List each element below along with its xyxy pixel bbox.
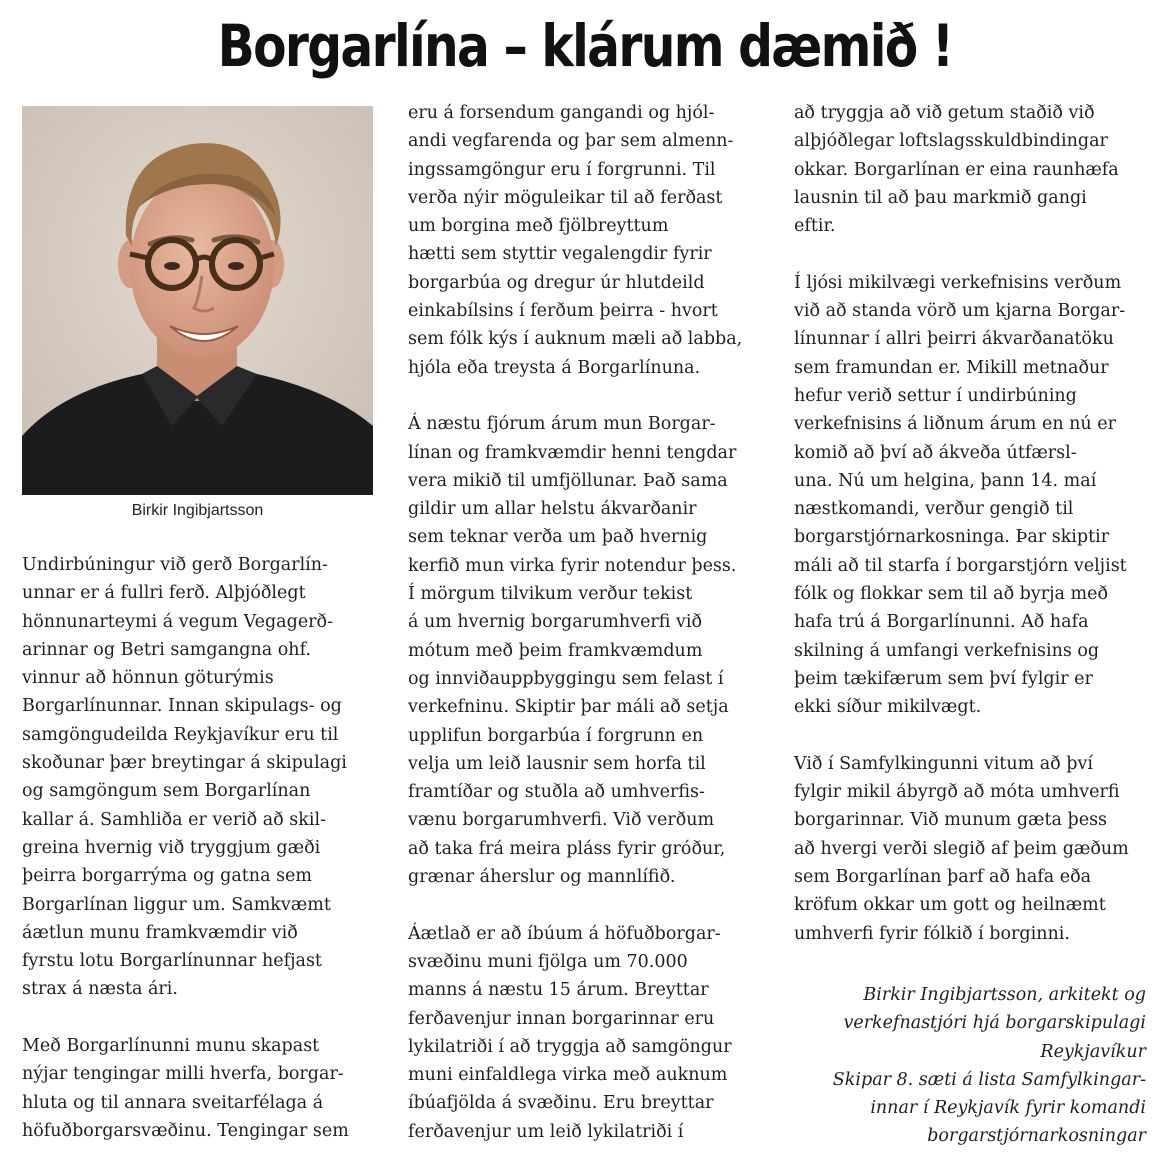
text-line: skilning á umfangi verkefnisins og [794, 640, 1100, 661]
text-line: hætti sem styttir vegalengdir fyrir [408, 244, 712, 265]
text-line: þeirra borgarrýma og gatna sem [22, 866, 312, 887]
article-column-1 [22, 551, 349, 1145]
text-line: Birkir Ingibjartsson, arkitekt og [863, 985, 1146, 1005]
text-line: borgarbúa og dregur úr hlutdeild [408, 272, 705, 293]
text-line: hjóla eða treysta á Borgarlínuna. [408, 357, 701, 378]
text-line: manns á næstu 15 árum. Breyttar [408, 980, 709, 1001]
text-line: kallar á. Samhliða er verið að skil- [22, 809, 326, 830]
text-line: og innviðauppbyggingu sem felast í [408, 668, 724, 689]
text-line: ekki síður mikilvægt. [794, 697, 982, 718]
text-line: borgarstjórnarkosninga. Þar skiptir [794, 527, 1110, 548]
text-line: máli að til starfa í borgarstjórn veljist [794, 555, 1127, 576]
text-line: mótum með þeim framkvæmdum [408, 640, 703, 661]
text-line: velja um leið lausnir sem horfa til [408, 753, 706, 774]
text-line: Skipar 8. sæti á lista Samfylkingar- [832, 1069, 1146, 1090]
text-line: arinnar og Betri samgangna ohf. [22, 639, 311, 660]
text-line: verkefnastjóri hjá borgarskipulagi [843, 1013, 1146, 1034]
text-line: okkar. Borgarlínan er eina raunhæfa [794, 159, 1119, 180]
text-line: Við í Samfylkingunni vitum að því [794, 753, 1093, 774]
text-line: fylgir mikil ábyrgð að móta umhverfi [794, 782, 1120, 803]
text-line: vænu borgarumhverfi. Við verðum [408, 810, 715, 831]
text-line [408, 382, 742, 410]
text-line: ingssamgöngur eru í forgrunni. Til [408, 159, 716, 180]
text-line: að hvergi verði slegið af þeim gæðum [794, 838, 1129, 859]
text-line [794, 722, 1129, 750]
headline: Borgarlína – klárum dæmið ! [217, 12, 953, 80]
text-line: að tryggja að við getum staðið við [794, 103, 1095, 123]
author-signature [816, 981, 1146, 1151]
text-line: sem fólk kýs í auknum mæli að labba, [408, 329, 743, 350]
text-line: við að standa vörð um kjarna Borgar- [794, 301, 1126, 322]
text-line: hafa trú á Borgarlínunni. Að hafa [794, 612, 1089, 633]
text-line: sem Borgarlínan þarf að hafa eða [794, 867, 1092, 888]
text-line: ferðavenjur um leið lykilatriði í [408, 1121, 684, 1142]
text-line: muni einfaldlega virka með auknum [408, 1065, 728, 1086]
text-line: greina hvernig við tryggjum gæði [22, 837, 321, 858]
text-line: verkefnisins á liðnum árum en nú er [794, 414, 1116, 435]
text-line: ferðavenjur innan borgarinnar eru [408, 1008, 715, 1029]
text-line: kerfið mun virka fyrir notendur þess. [408, 555, 737, 576]
text-line: borgarstjórnarkosningar [927, 1126, 1146, 1147]
text-line: línunnar í allri þeirri ákvarðanatöku [794, 329, 1114, 350]
text-line: Áætlað er að íbúum á höfuðborgar- [408, 923, 721, 944]
text-line: Undirbúningur við gerð Borgarlín- [22, 555, 328, 575]
text-line: lykilatriði í að tryggja að samgöngur [408, 1036, 732, 1057]
text-line: andi vegfarenda og þar sem almenn- [408, 131, 734, 152]
text-line: eftir. [794, 216, 836, 237]
article-column-3 [794, 99, 1129, 948]
text-line: lausnin til að þau markmið gangi [794, 187, 1087, 208]
article-column-2 [408, 99, 742, 1146]
text-line [408, 891, 742, 919]
text-line: næstkomandi, verður gengið til [794, 499, 1074, 520]
text-line: vinnur að hönnun göturýmis [22, 668, 274, 689]
text-line: fyrstu lotu Borgarlínunnar hefjast [22, 951, 322, 972]
text-line: eru á forsendum gangandi og hjól- [408, 103, 715, 123]
text-line: Í mörgum tilvikum verður tekist [408, 584, 693, 605]
text-line: sem teknar verða um það hvernig [408, 527, 708, 548]
text-line: Á næstu fjórum árum mun Borgar- [408, 414, 716, 435]
text-line: línan og framkvæmdir henni tengdar [408, 442, 737, 463]
text-line: Borgarlínan liggur um. Samkvæmt [22, 894, 331, 915]
text-line: borgarinnar. Við munum gæta þess [794, 810, 1108, 831]
text-line: sem framundan er. Mikill metnaður [794, 357, 1109, 378]
text-line: svæðinu muni fjölga um 70.000 [408, 951, 688, 972]
text-line: hluta og til annara sveitarfélaga á [22, 1092, 324, 1113]
text-line: hefur verið settur í undirbúning [794, 385, 1077, 406]
text-line: verkefninu. Skiptir þar máli að setja [408, 697, 729, 718]
text-line: Borgarlínunnar. Innan skipulags- og [22, 696, 342, 717]
text-line: hönnunarteymi á vegum Vegagerð- [22, 611, 333, 632]
text-line: Í ljósi mikilvægi verkefnisins verðum [794, 272, 1122, 293]
text-line: íbúafjölda á svæðinu. Eru breyttar [408, 1093, 714, 1114]
text-line: nýjar tengingar milli hverfa, borgar- [22, 1064, 344, 1085]
text-line: kröfum okkar um gott og heilnæmt [794, 895, 1106, 916]
text-line: gildir um allar helstu ákvarðanir [408, 499, 697, 520]
text-line: höfuðborgarsvæðinu. Tengingar sem [22, 1120, 349, 1141]
text-line: una. Nú um helgina, þann 14. maí [794, 470, 1097, 491]
text-line: samgöngudeilda Reykjavíkur eru til [22, 724, 339, 745]
text-line: einkabílsins í ferðum þeirra - hvort [408, 301, 718, 322]
text-line: og samgöngum sem Borgarlínan [22, 781, 311, 802]
text-line: að taka frá meira pláss fyrir gróður, [408, 838, 726, 859]
author-photo [22, 106, 373, 495]
photo-caption: Birkir Ingibjartsson [131, 502, 264, 519]
text-line: umhverfi fyrir fólkið í borginni. [794, 923, 1070, 944]
text-line: unnar er á fullri ferð. Alþjóðlegt [22, 583, 306, 604]
text-line [794, 240, 1129, 268]
text-line: komið að því að ákveða útfærsl- [794, 442, 1077, 463]
text-line: innar í Reykjavík fyrir komandi [870, 1098, 1146, 1119]
text-line: framtíðar og stuðla að umhverfis- [408, 782, 705, 803]
text-line: um borgina með fjölbreyttum [408, 216, 669, 237]
text-line: upplifun borgarbúa í forgrunn en [408, 725, 704, 746]
text-line: vera mikið til umfjöllunar. Það sama [408, 470, 728, 491]
text-line: fólk og flokkar sem til að byrja með [794, 584, 1109, 605]
text-line: þeim tækifærum sem því fylgir er [794, 668, 1093, 689]
text-line: verða nýir möguleikar til að ferðast [408, 187, 723, 208]
text-line: áætlun munu framkvæmdir við [22, 922, 298, 943]
text-line: strax á næsta ári. [22, 979, 178, 1000]
text-line: Reykjavíkur [1040, 1041, 1146, 1062]
text-line: alþjóðlegar loftslagsskuldbindingar [794, 131, 1108, 152]
text-line: grænar áherslur og mannlífið. [408, 867, 676, 888]
text-line: Með Borgarlínunni munu skapast [22, 1036, 320, 1057]
text-line: skoðunar þær breytingar á skipulagi [22, 753, 347, 774]
text-line: á um hvernig borgarumhverfi við [408, 612, 703, 633]
text-line [22, 1004, 349, 1032]
